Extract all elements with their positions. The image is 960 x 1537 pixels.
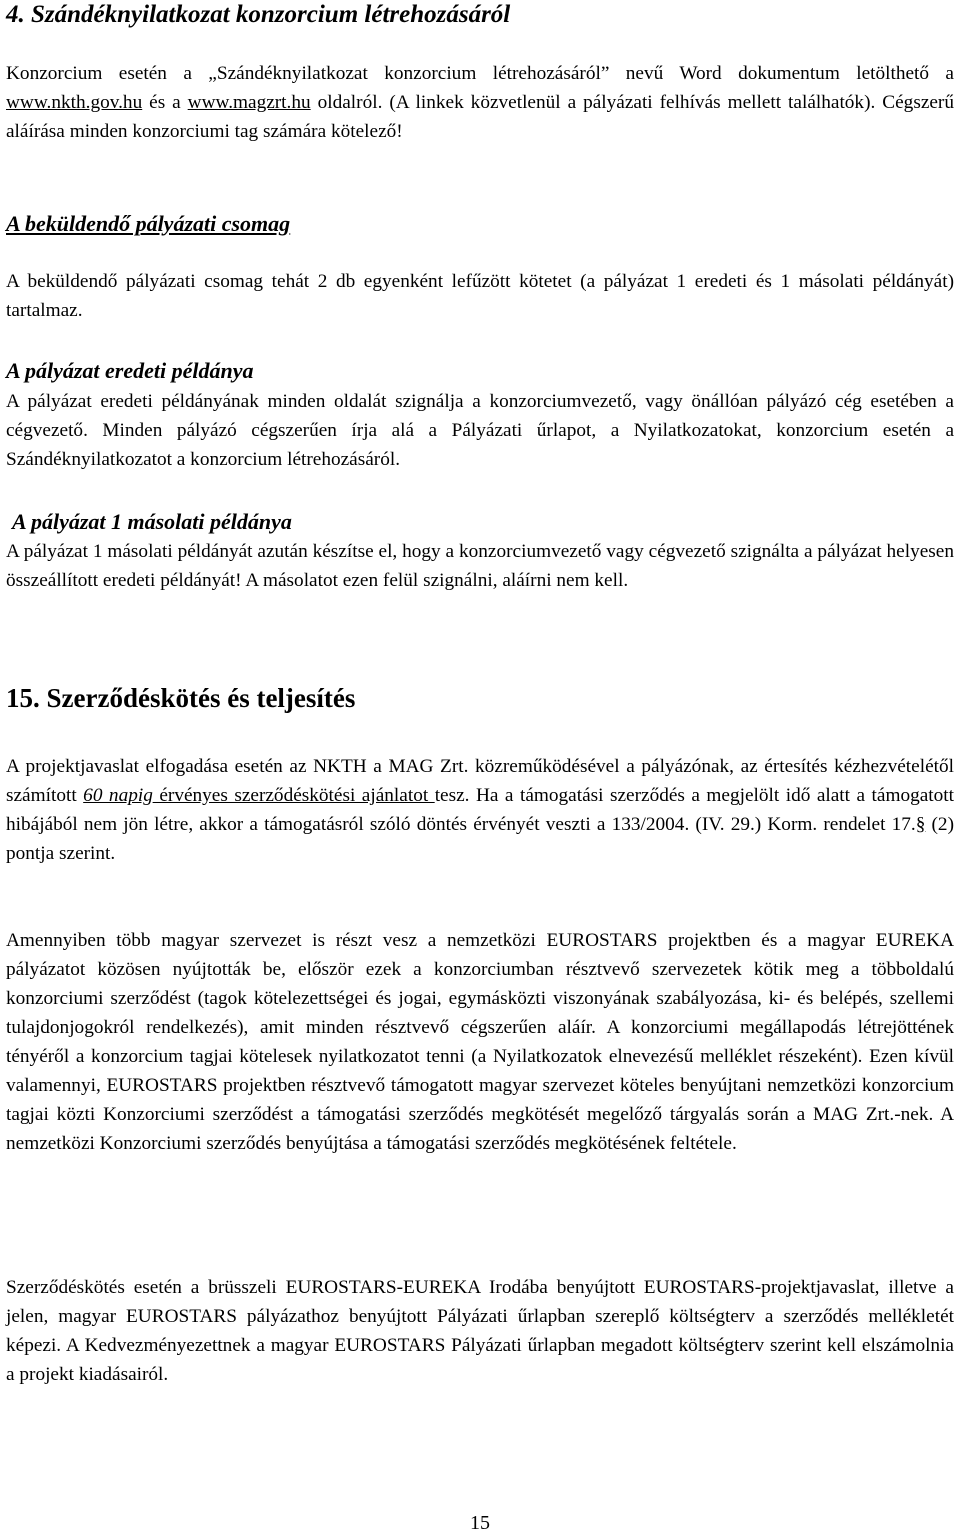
contract-text-part2: tesz. Ha a támogatási szerződés a megjelölt idő alatt a támogatott hibájából nem jön létre, akkor a támogatásról szóló döntés érvényét veszti a 133/2004. (IV. 29.) Korm. rendelet 17. <box>6 785 955 835</box>
contract-offer-paragraph <box>6 752 954 868</box>
intro-text-part3: oldalról. (A linkek közvetlenül a pályázati felhívás mellett találhatók). Cégszerű aláírása minden konzorciumi tag számára kötelező! <box>6 92 954 142</box>
subheading-duplicate-copy: A pályázat 1 másolati példánya <box>12 509 292 534</box>
link-magzrt[interactable]: www.magzrt.hu <box>187 92 311 113</box>
contract-text-part1: A projektjavaslat elfogadása esetén az NKTH a MAG Zrt. közreműködésével a pályázónak, az értesítés kézhezvételétől számított <box>6 756 954 806</box>
section-15-heading: 15. Szerződéskötés és teljesítés <box>6 683 356 713</box>
cost-plan-paragraph: Szerződéskötés esetén a brüsszeli EUROSTARS-EUREKA Irodába benyújtott EUROSTARS-projektjavaslat, illetve a jelen, magyar EUROSTARS pályázathoz benyújtott Pályázati űrlapban szereplő költségterv a szerződés mellékletét képezi. A Kedvezményezettnek a magyar EUROSTARS Pályázati űrlapban megadott költségterv szerint kell elszámolnia a projekt kiadásairól. <box>6 1277 954 1385</box>
contract-text-part3: (2) pontja szerint. <box>6 814 954 864</box>
subheading-submission-package: A beküldendő pályázati csomag <box>6 211 291 236</box>
intro-text-part1: Konzorcium esetén a „Szándéknyilatkozat konzorcium létrehozásáról” nevű Word dokumentum letölthető a <box>6 63 954 84</box>
original-copy-paragraph: A pályázat eredeti példányának minden oldalát szignálja a konzorciumvezető, vagy önállóan pályázó cég esetében a cégvezető. Minden pályázó cégszerűen írja alá a Pályázati űrlapot, a Nyilatkozatokat, konzorcium esetén a Szándéknyilatkozatot a konzorcium létrehozásáról. <box>6 391 954 470</box>
deadline-60-days: 60 napig <box>83 785 153 806</box>
duplicate-copy-paragraph: A pályázat 1 másolati példányát azután készítse el, hogy a konzorciumvezető vagy cégvezető szignálta a pályázat helyesen összeállított eredeti példányát! A másolatot ezen felül szignálni, aláírni nem kell. <box>6 541 954 591</box>
section-sign: § <box>915 814 926 835</box>
consortium-agreement-paragraph: Amennyiben több magyar szervezet is részt vesz a nemzetközi EUROSTARS projektben és a magyar EUREKA pályázatot közösen nyújtották be, először ezek a konzorciumban résztvevő szervezetek kötik meg a többoldalú konzorciumi szerződést (tagok kötelezettségei és jogai, egymásközti viszonyának szabályozása, ki- és belépés, szellemi tulajdonjogokról rendelkezés), amit minden résztvevő cégszerűen aláír. A konzorciumi megállapodás létrejöttének tényéről a konzorcium tagjai kötelesek nyilatkozatot tenni (a Nyilatkozatok elnevezésű melléklet részeként). Ezen kívül valamennyi, EUROSTARS projektben résztvevő támogatott magyar szervezet köteles benyújtani nemzetközi konzorcium tagjai közti Konzorciumi szerződést a támogatási szerződés megkötését megelőző tárgyalás során a MAG Zrt.-nek. A nemzetközi Konzorciumi szerződés benyújtása a támogatási szerződés megkötésének feltétele. <box>6 930 954 1154</box>
valid-offer-underlined: érvényes szerződéskötési ajánlatot <box>152 785 435 806</box>
page-number: 15 <box>470 1512 490 1534</box>
section-4-heading: 4. Szándéknyilatkozat konzorcium létrehozásáról <box>6 1 511 28</box>
subheading-original-copy: A pályázat eredeti példánya <box>6 358 254 383</box>
link-nkth[interactable]: www.nkth.gov.hu <box>6 92 143 113</box>
intro-text-part2: és a <box>142 92 188 113</box>
section-4-intro-paragraph <box>6 59 954 146</box>
submission-package-paragraph: A beküldendő pályázati csomag tehát 2 db egyenként lefűzött kötetet (a pályázat 1 eredeti és 1 másolati példányát) tartalmaz. <box>6 271 954 321</box>
